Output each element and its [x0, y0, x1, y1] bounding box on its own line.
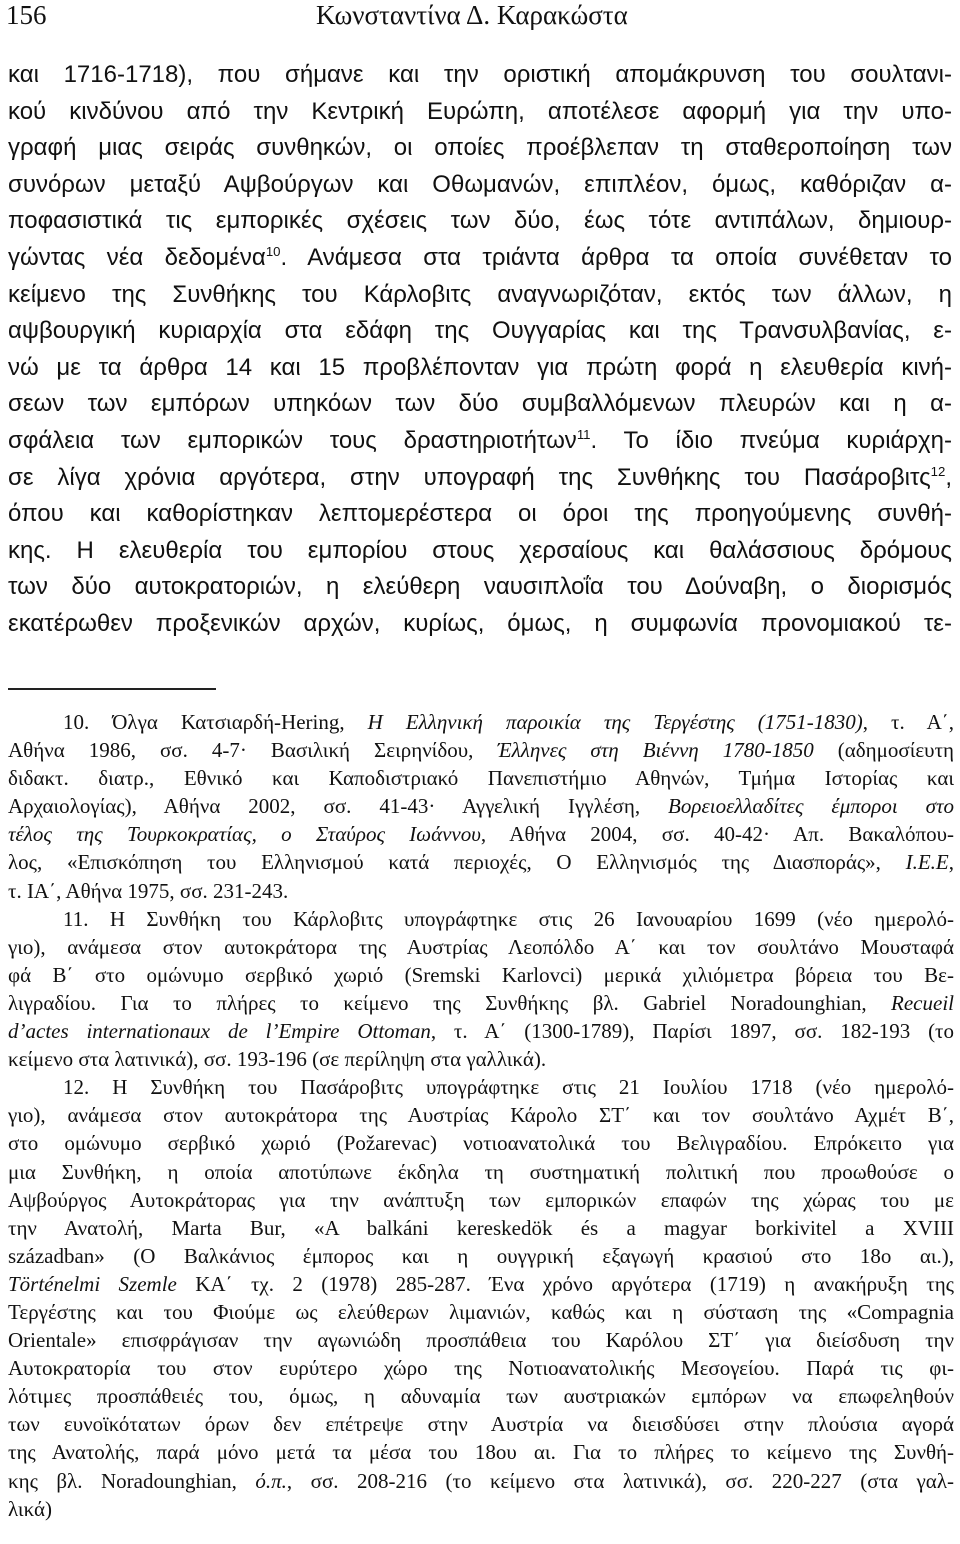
footnote-text: , τ. Α΄, — [862, 710, 954, 734]
footnote-text: 10. Όλγα Κατσιαρδή-Hering, — [63, 710, 368, 734]
footnote-text: , — [948, 850, 954, 875]
body-line-text: νώ με τα άρθρα 14 και 15 προβλέπονταν για πρώτη φορά η ελευθερία κινή- — [8, 353, 952, 381]
body-line-text: σφάλεια των εμπορικών τους δραστηριοτήτων — [8, 426, 577, 454]
footnote-reference: 11 — [576, 426, 591, 442]
footnote-line — [8, 1186, 954, 1214]
body-line-text: . Ανάμεσα στα τριάντα άρθρα τα οποία συνέθεταν το — [280, 243, 953, 271]
footnote-text: , σσ. 208-216 (το κείμενο στα λατινικά), σσ. 220-227 (στα γαλ- — [286, 1468, 954, 1493]
body-line — [8, 94, 952, 131]
footnote-line — [8, 1242, 954, 1270]
footnote-text: μια Συνθήκη, η οποία αποτύπωνε έκδηλα τη συστηματική πολιτική που προωθούσε ο — [8, 1159, 954, 1184]
body-line-text: και 1716-1718), που σήμανε και την οριστική απομάκρυνση του σουλτανι- — [8, 61, 952, 88]
footnote-text: γιο), ανάμεσα στον αυτοκράτορα της Αυστρίας Λεοπόλδο Α΄ και τον σουλτάνο Μουσταφά — [8, 934, 954, 959]
footnote-italic-text: ό.π. — [255, 1468, 287, 1493]
footnote-text: Orientale» επισφράγισαν την αγωνιώδη προσπάθεια του Καρόλου ΣΤ΄ για διείσδυση την — [8, 1328, 954, 1353]
footnote-italic-text: Ι.Ε.Ε — [905, 850, 949, 875]
body-line — [8, 533, 952, 570]
footnote-text: λιγραδίου. Για το πλήρες το κείμενο της Συνθήκης βλ. Gabriel Noradounghian, — [8, 990, 892, 1015]
footnote-line — [8, 1467, 954, 1495]
footnote-line — [8, 1270, 954, 1298]
footnote-text: κείμενο στα λατινικά), σσ. 193-196 (σε περίληψη στα γαλλικά). — [8, 1047, 547, 1072]
footnote-line — [8, 877, 954, 905]
footnote-italic-text: Η Ελληνική παροικία της Τεργέστης (1751-1830) — [367, 710, 863, 734]
footnote-italic-text: Recueil — [891, 990, 954, 1015]
body-line — [8, 386, 952, 423]
footnote-line — [8, 1045, 954, 1073]
body-line-text: κης. Η ελευθερία του εμπορίου στους χερσαίους και θαλάσσιους δρόμους — [8, 536, 952, 564]
footnote-line — [8, 820, 954, 848]
body-line-text: , — [945, 463, 952, 491]
footnote-text: Αθήνα 1986, σσ. 4-7· Βασιλική Σειρηνίδου, — [8, 738, 498, 763]
footnote-text: γιο), ανάμεσα στον αυτοκράτορα της Αυστρίας Κάρολο ΣΤ΄ και τον σουλτάνο Αχμέτ Β΄, — [8, 1103, 954, 1128]
footnote-italic-text: τέλος της Τουρκοκρατίας, ο Σταύρος Ιωάννου — [8, 822, 481, 847]
footnote-line — [8, 1438, 954, 1466]
body-line-text: αψβουργική κυριαρχία στα εδάφη της Ουγγαρίας και της Τρανσυλβανίας, ε- — [8, 317, 952, 345]
body-line-text: των δύο αυτοκρατοριών, η ελεύθερη ναυσιπλοΐα του Δούναβη, ο διορισμός — [8, 573, 952, 601]
footnote-italic-text: d’actes internationaux de l’Empire Ottoman — [8, 1019, 431, 1044]
footnote-text: Αυτοκρατορία του στον ευρύτερο χώρο της Νοτιοανατολικής Μεσογείου. Παρά τις φι- — [8, 1356, 954, 1381]
page-number: 156 — [6, 0, 47, 30]
footnote-line — [8, 1382, 954, 1410]
footnote-line — [8, 989, 954, 1017]
footnote-line — [8, 1073, 954, 1101]
footnote-line — [8, 1017, 954, 1045]
footnote-text: Αψβούργος Αυτοκράτορας για την ανάπτυξη των εμπορικών επαφών της χώρας του με — [8, 1187, 954, 1212]
body-line — [8, 313, 952, 350]
body-line-text: κείμενο της Συνθήκης του Κάρλοβιτς αναγνωριζόταν, εκτός των άλλων, η — [8, 280, 952, 308]
footnote-line — [8, 1326, 954, 1354]
body-line-text: συνόρων μεταξύ Αψβούργων και Οθωμανών, επιπλέον, όμως, καθόριζαν α- — [8, 170, 952, 198]
body-line — [8, 57, 952, 94]
footnote-text: 12. Η Συνθήκη του Πασάροβιτς υπογράφτηκε στις 21 Ιουλίου 1718 (νέο ημερολό- — [63, 1075, 954, 1100]
footnote-italic-text: Történelmi Szemle — [8, 1271, 177, 1296]
footnote-text: διδακτ. διατρ., Εθνικό και Καποδιστριακό Πανεπιστήμιο Αθηνών, Τμήμα Ιστορίας και — [8, 766, 954, 791]
footnote-text: των ευνοϊκότατων όρων δεν επέτρεψε στην Αυστρία να διεισδύσει στην πλούσια αγορά — [8, 1412, 954, 1437]
footnote-line — [8, 1101, 954, 1129]
footnote-line — [8, 848, 954, 876]
footnote-reference: 10 — [265, 243, 281, 259]
body-line — [8, 569, 952, 606]
body-line — [8, 496, 952, 533]
body-line — [8, 277, 952, 314]
body-line — [8, 606, 952, 643]
body-line-text: . Το ίδιο πνεύμα κυριάρχη- — [590, 426, 952, 454]
footnote-line — [8, 792, 954, 820]
footnote-text: λικά) — [8, 1496, 52, 1521]
footnote-text: φά Β΄ στο ομώνυμο σερβικό χωριό (Sremski Karlovci) μερικά χιλιόμετρα βόρεια του Βε- — [8, 962, 954, 987]
footnote-line — [8, 905, 954, 933]
body-line-text: γώντας νέα δεδομένα — [8, 243, 266, 271]
footnote-text: ΚΑ΄ τχ. 2 (1978) 285-287. Ένα χρόνο αργότερα (1719) η ανακήρυξη της — [176, 1271, 954, 1296]
running-title: Κωνσταντίνα Δ. Καρακώστα — [316, 0, 628, 30]
body-line — [8, 460, 952, 497]
footnote-text: την Ανατολή, Marta Bur, «A balkáni kereskedök és a magyar borkivitel a XVIII — [8, 1215, 954, 1240]
footnote-text: században» (Ο Βαλκάνιος έμπορος και η ουγγρική εξαγωγή κρασιού στο 18ο αι.), — [8, 1243, 954, 1268]
body-line-text: σεων των εμπόρων υπηκόων των δύο συμβαλλόμενων πλευρών και η α- — [8, 390, 952, 418]
footnote-text: 11. Η Συνθήκη του Κάρλοβιτς υπογράφτηκε στις 26 Ιανουαρίου 1699 (νέο ημερολό- — [63, 906, 954, 931]
footnote-reference: 12 — [930, 463, 946, 479]
body-line-text: ποφασιστικά τις εμπορικές σχέσεις των δύο, έως τότε αντιπάλων, δημιουρ- — [8, 207, 952, 235]
body-line-text: όπου και καθορίστηκαν λεπτομερέστερα οι όροι της προηγούμενης συνθή- — [8, 500, 952, 528]
footnote-separator — [8, 688, 216, 690]
footnote-line — [8, 933, 954, 961]
footnote-italic-text: Βορειοελλαδίτες έμποροι στο — [668, 794, 954, 819]
body-line — [8, 240, 952, 277]
footnote-line — [8, 736, 954, 764]
body-line — [8, 130, 952, 167]
footnote-line — [8, 764, 954, 792]
footnote-text: λος, «Επισκόπηση του Ελληνισμού κατά περιοχές, Ο Ελληνισμός της Διασποράς», — [8, 850, 906, 875]
footnote-line — [8, 1410, 954, 1438]
footnote-line — [8, 961, 954, 989]
body-line — [8, 203, 952, 240]
footnote-text: κης βλ. Noradounghian, — [8, 1468, 256, 1493]
body-text — [8, 57, 952, 643]
footnote-text: στο ομώνυμο σερβικό χωριό (Požarevac) νοτιοανατολικά του Βελιγραδίου. Επρόκειτο για — [8, 1131, 954, 1156]
body-line — [8, 350, 952, 387]
body-line — [8, 167, 952, 204]
footnote-line — [8, 1495, 954, 1523]
footnote-line — [8, 1298, 954, 1326]
footnote-text: , τ. Α΄ (1300-1789), Παρίσι 1897, σσ. 182-193 (το — [430, 1019, 954, 1044]
body-line-text: γραφή μιας σειράς συνθηκών, οι οποίες προέβλεπαν τη σταθεροποίηση των — [8, 134, 952, 162]
footnote-text: λότιμες προσπάθειές του, όμως, η αδυναμία των αυστριακών εμπόρων να επωφεληθούν — [8, 1384, 954, 1409]
footnote-text: Αρχαιολογίας), Αθήνα 2002, σσ. 41-43· Αγγελική Ιγγλέση, — [8, 794, 669, 819]
running-header — [6, 0, 950, 34]
footnote-text: , Αθήνα 2004, σσ. 40-42· Απ. Βακαλόπου- — [480, 822, 955, 847]
footnote-line — [8, 1129, 954, 1157]
footnote-line — [8, 1354, 954, 1382]
footnote-italic-text: Έλληνες στη Βιέννη 1780-1850 — [497, 738, 814, 763]
footnote-text: Τεργέστης και του Φιούμε ως ελεύθερων λιμανιών, καθώς και η σύσταση της «Compagnia — [8, 1299, 954, 1324]
footnote-line — [8, 708, 954, 736]
body-line-text: σε λίγα χρόνια αργότερα, στην υπογραφή της Συνθήκης του Πασάροβιτς — [8, 463, 931, 491]
footnotes — [8, 708, 954, 1523]
footnote-text: της Ανατολής, παρά μόνο μετά τα μέσα του 18ου αι. Για το πλήρες το κείμενο της Συνθή- — [8, 1440, 954, 1465]
body-line — [8, 423, 952, 460]
footnote-text: τ. ΙΑ΄, Αθήνα 1975, σσ. 231-243. — [8, 878, 289, 903]
footnote-text: (αδημοσίευτη — [813, 738, 954, 763]
body-line-text: εκατέρωθεν προξενικών αρχών, κυρίως, όμως, η συμφωνία προνομιακού τε- — [8, 609, 952, 637]
body-line-text: κού κινδύνου από την Κεντρική Ευρώπη, αποτέλεσε αφορμή για την υπο- — [8, 97, 952, 125]
footnote-line — [8, 1214, 954, 1242]
footnote-line — [8, 1158, 954, 1186]
